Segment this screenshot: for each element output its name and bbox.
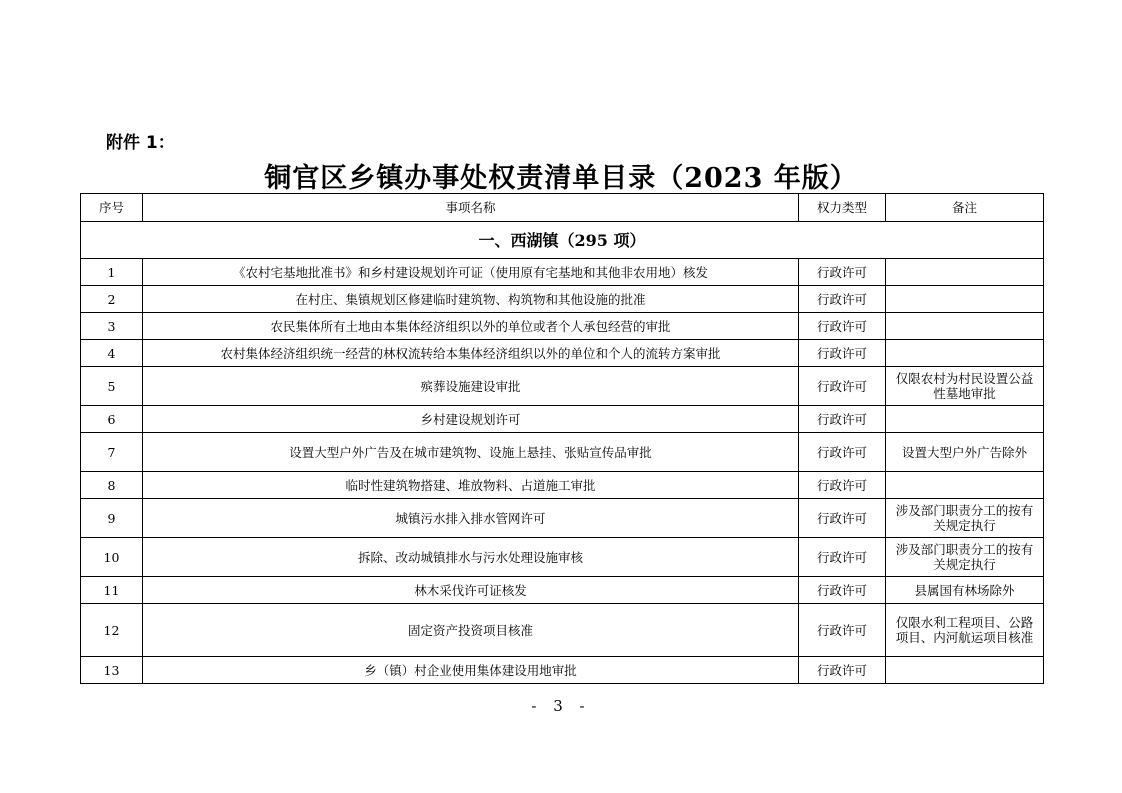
- row-power-type: 行政许可: [799, 286, 886, 313]
- row-remark: [886, 340, 1044, 367]
- document-title: 铜官区乡镇办事处权责清单目录（2023 年版）: [264, 163, 858, 194]
- row-power-type: 行政许可: [799, 259, 886, 286]
- row-item-name: 殡葬设施建设审批: [143, 367, 799, 406]
- row-item-name: 乡（镇）村企业使用集体建设用地审批: [143, 657, 799, 684]
- row-index: 9: [81, 499, 143, 538]
- header-power-type: 权力类型: [799, 194, 886, 222]
- row-remark: 仅限农村为村民设置公益性墓地审批: [886, 367, 1044, 406]
- section-row: [81, 222, 1044, 259]
- row-remark: 设置大型户外广告除外: [886, 433, 1044, 472]
- row-power-type: 行政许可: [799, 604, 886, 657]
- row-power-type: 行政许可: [799, 406, 886, 433]
- section-title: 一、西湖镇（295 项）: [81, 222, 1044, 259]
- page-number: - 3 -: [531, 697, 591, 715]
- table-row: [81, 313, 1044, 340]
- row-remark: 县属国有林场除外: [886, 577, 1044, 604]
- row-index: 1: [81, 259, 143, 286]
- row-power-type: 行政许可: [799, 657, 886, 684]
- row-remark: [886, 286, 1044, 313]
- row-power-type: 行政许可: [799, 340, 886, 367]
- row-item-name: 乡村建设规划许可: [143, 406, 799, 433]
- row-item-name: 拆除、改动城镇排水与污水处理设施审核: [143, 538, 799, 577]
- table-row: [81, 538, 1044, 577]
- row-index: 11: [81, 577, 143, 604]
- row-index: 8: [81, 472, 143, 499]
- row-remark: [886, 313, 1044, 340]
- row-item-name: 城镇污水排入排水管网许可: [143, 499, 799, 538]
- row-index: 10: [81, 538, 143, 577]
- row-power-type: 行政许可: [799, 472, 886, 499]
- row-index: 13: [81, 657, 143, 684]
- row-index: 4: [81, 340, 143, 367]
- table-row: [81, 472, 1044, 499]
- table-row: [81, 340, 1044, 367]
- row-remark: 涉及部门职责分工的按有关规定执行: [886, 499, 1044, 538]
- table-row: [81, 367, 1044, 406]
- header-index: 序号: [81, 194, 143, 222]
- table-row: [81, 259, 1044, 286]
- row-item-name: 临时性建筑物搭建、堆放物料、占道施工审批: [143, 472, 799, 499]
- table-header-row: [81, 194, 1044, 222]
- header-item-name: 事项名称: [143, 194, 799, 222]
- row-remark: 涉及部门职责分工的按有关规定执行: [886, 538, 1044, 577]
- table-row: [81, 657, 1044, 684]
- row-remark: [886, 406, 1044, 433]
- table-row: [81, 577, 1044, 604]
- row-remark: [886, 472, 1044, 499]
- row-item-name: 在村庄、集镇规划区修建临时建筑物、构筑物和其他设施的批准: [143, 286, 799, 313]
- row-index: 6: [81, 406, 143, 433]
- row-power-type: 行政许可: [799, 538, 886, 577]
- table-row: [81, 604, 1044, 657]
- row-item-name: 林木采伐许可证核发: [143, 577, 799, 604]
- row-remark: [886, 259, 1044, 286]
- row-item-name: 设置大型户外广告及在城市建筑物、设施上悬挂、张贴宣传品审批: [143, 433, 799, 472]
- header-remarks: 备注: [886, 194, 1044, 222]
- table-row: [81, 433, 1044, 472]
- row-power-type: 行政许可: [799, 367, 886, 406]
- row-item-name: 农村集体经济组织统一经营的林权流转给本集体经济组织以外的单位和个人的流转方案审批: [143, 340, 799, 367]
- row-item-name: 《农村宅基地批准书》和乡村建设规划许可证（使用原有宅基地和其他非农用地）核发: [143, 259, 799, 286]
- table-row: [81, 406, 1044, 433]
- row-index: 3: [81, 313, 143, 340]
- row-index: 7: [81, 433, 143, 472]
- responsibility-list-table: [80, 193, 1044, 684]
- table-row: [81, 499, 1044, 538]
- row-remark: [886, 657, 1044, 684]
- row-index: 12: [81, 604, 143, 657]
- row-index: 5: [81, 367, 143, 406]
- attachment-label: 附件 1：: [106, 133, 175, 153]
- row-power-type: 行政许可: [799, 577, 886, 604]
- row-power-type: 行政许可: [799, 313, 886, 340]
- row-power-type: 行政许可: [799, 433, 886, 472]
- row-index: 2: [81, 286, 143, 313]
- table-row: [81, 286, 1044, 313]
- row-power-type: 行政许可: [799, 499, 886, 538]
- row-remark: 仅限水利工程项目、公路项目、内河航运项目核准: [886, 604, 1044, 657]
- row-item-name: 固定资产投资项目核准: [143, 604, 799, 657]
- row-item-name: 农民集体所有土地由本集体经济组织以外的单位或者个人承包经营的审批: [143, 313, 799, 340]
